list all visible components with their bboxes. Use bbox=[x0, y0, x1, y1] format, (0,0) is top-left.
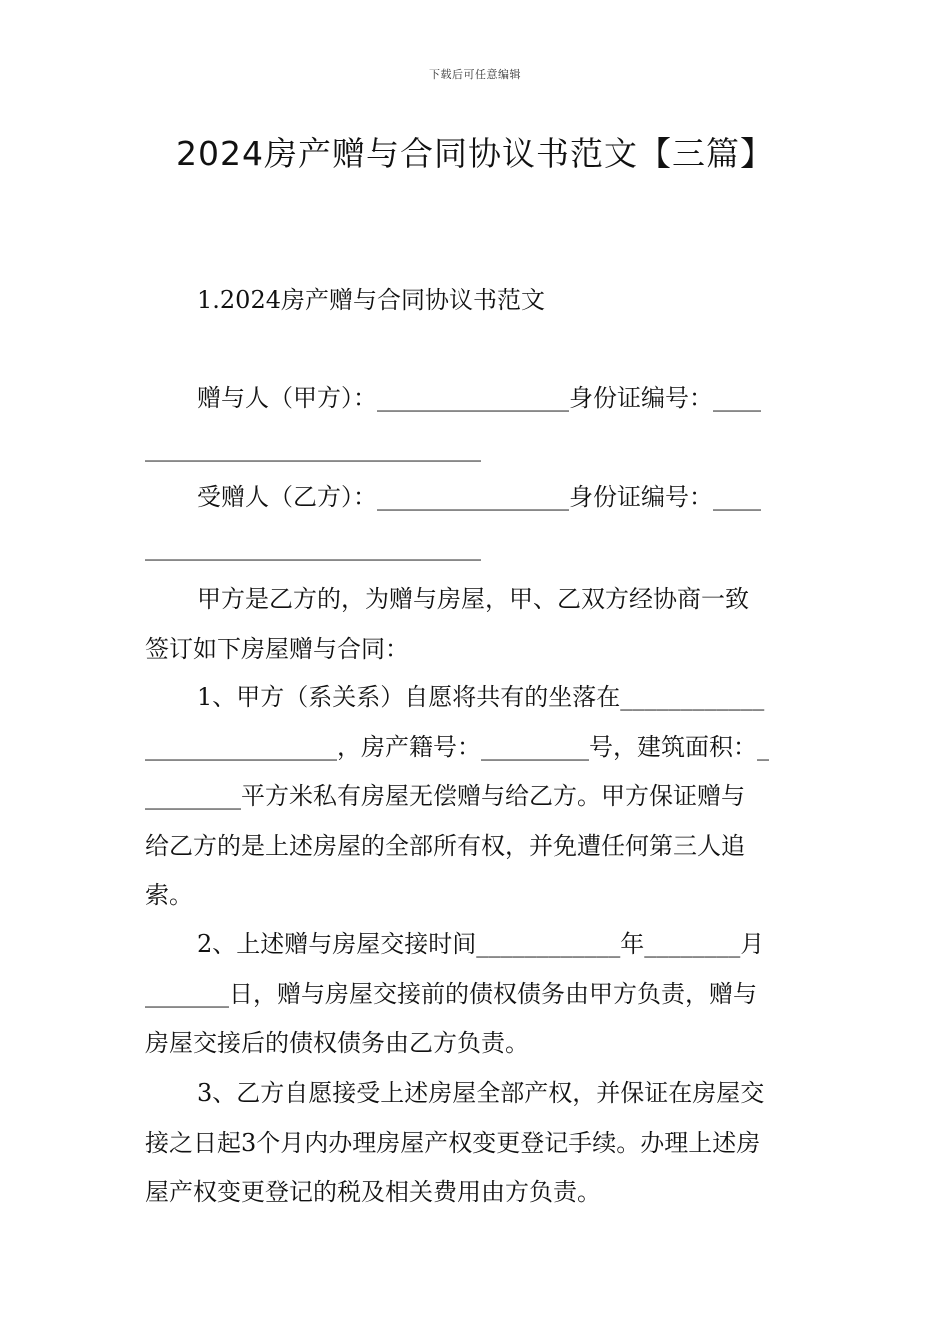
paragraph-line: 签订如下房屋赠与合同： bbox=[145, 634, 409, 663]
donee-line-2: ____________________________ bbox=[145, 532, 481, 561]
paragraph-line: 甲方是乙方的，为赠与房屋，甲、乙双方经协商一致 bbox=[197, 585, 749, 613]
intro-paragraph bbox=[145, 575, 805, 674]
paragraph-line: 屋产权变更登记的税及相关费用由方负责。 bbox=[145, 1178, 601, 1206]
section-heading bbox=[145, 276, 805, 326]
clause-3-paragraph bbox=[145, 1069, 805, 1218]
clause-1-paragraph bbox=[145, 673, 805, 921]
paragraph-line: 1、甲方（系关系）自愿将共有的坐落在____________ bbox=[197, 683, 765, 711]
section-heading-text: 1.2024房产赠与合同协议书范文 bbox=[197, 286, 545, 314]
document-title: 2024房产赠与合同协议书范文【三篇】 bbox=[176, 134, 774, 173]
paragraph-line: 2、上述赠与房屋交接时间____________年________月 bbox=[197, 930, 765, 958]
paragraph-line: ________平方米私有房屋无偿赠与给乙方。甲方保证赠与 bbox=[145, 782, 745, 810]
donee-field bbox=[145, 473, 805, 572]
paragraph-line: 给乙方的是上述房屋的全部所有权，并免遭任何第三人追 bbox=[145, 831, 745, 860]
paragraph-line: _______日，赠与房屋交接前的债权债务由甲方负责，赠与 bbox=[145, 979, 757, 1008]
clause-2-paragraph bbox=[145, 920, 805, 1069]
donor-line-2: ____________________________ bbox=[145, 433, 481, 462]
donor-field bbox=[145, 374, 805, 473]
donor-line-1: 赠与人（甲方）：________________身份证编号：____ bbox=[197, 384, 761, 412]
paragraph-line: 房屋交接后的债权债务由乙方负责。 bbox=[145, 1029, 529, 1057]
header-note: 下载后可任意编辑 bbox=[429, 68, 521, 81]
paragraph-line: ________________，房产籍号：_________号，建筑面积：_ bbox=[145, 732, 769, 761]
donee-line-1: 受赠人（乙方）：________________身份证编号：____ bbox=[197, 483, 761, 511]
paragraph-line: 接之日起3个月内办理房屋产权变更登记手续。办理上述房 bbox=[145, 1128, 761, 1157]
paragraph-line: 索。 bbox=[145, 881, 193, 909]
paragraph-line: 3、乙方自愿接受上述房屋全部产权，并保证在房屋交 bbox=[197, 1079, 765, 1107]
